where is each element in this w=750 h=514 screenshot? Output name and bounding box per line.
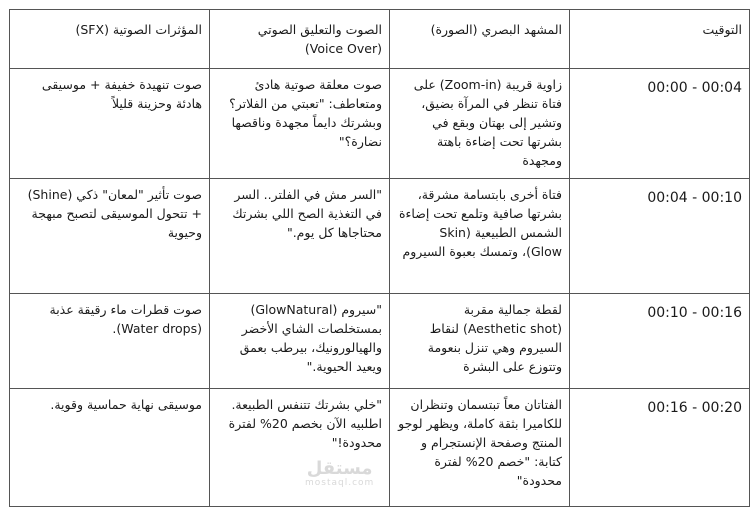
watermark-latin: mostaql.com [305,478,375,488]
storyboard-table [9,9,750,507]
header-voice: الصوت والتعليق الصوتي (Voice Over) [210,10,390,69]
header-time: التوقيت [570,10,750,69]
sfx-cell: صوت قطرات ماء رقيقة عذبة (Water drops). [10,294,210,389]
visual-cell: فتاة أخرى بابتسامة مشرقة، بشرتها صافية وتلمع تحت إضاءة الشمس الطبيعية (Skin Glow)، وتمسك بعبوة السيروم [390,179,570,294]
voice-cell: "خلي بشرتك تتنفس الطبيعة. اطلبيه الآن بخصم 20% لفترة محدودة!" [210,389,390,507]
voice-cell: "سيروم (GlowNatural) بمستخلصات الشاي الأخضر والهيالورونيك، بيرطب بعمق ويعيد الحيوية." [210,294,390,389]
sfx-cell: صوت تنهيدة خفيفة + موسيقى هادئة وحزينة قليلاً [10,69,210,179]
sfx-cell: صوت تأثير "لمعان" ذكي (Shine) + تتحول الموسيقى لتصبح مبهجة وحيوية [10,179,210,294]
visual-cell: لقطة جمالية مقربة (Aesthetic shot) لنقاط السيروم وهي تنزل بنعومة وتتوزع على البشرة [390,294,570,389]
table-row [10,389,750,507]
visual-cell: زاوية قريبة (Zoom-in) على فتاة تنظر في المرآة بضيق، وتشير إلى بهتان وبقع في بشرتها تحت إضاءة باهتة ومجهدة [390,69,570,179]
table-row [10,179,750,294]
table-row [10,69,750,179]
watermark-logo [305,458,375,490]
sfx-cell: موسيقى نهاية حماسية وقوية. [10,389,210,507]
voice-cell: صوت معلقة صوتية هادئ ومتعاطف: "تعبتي من الفلاتر؟ وبشرتك دايماً مجهدة وناقصها نضارة؟" [210,69,390,179]
time-cell: 00:04 - 00:10 [570,179,750,294]
voice-cell: "السر مش في الفلتر.. السر في التغذية الصح اللي بشرتك محتاجاها كل يوم." [210,179,390,294]
visual-cell: الفتاتان معاً تبتسمان وتنظران للكاميرا بثقة كاملة، ويظهر لوجو المنتج وصفحة الإنستجرام و كتابة: "خصم 20% لفترة محدودة" [390,389,570,507]
header-row [10,10,750,69]
time-cell: 00:10 - 00:16 [570,294,750,389]
time-cell: 00:00 - 00:04 [570,69,750,179]
table-row [10,294,750,389]
watermark-arabic: مستقل [306,458,373,479]
header-sfx: المؤثرات الصوتية (SFX) [10,10,210,69]
header-visual: المشهد البصري (الصورة) [390,10,570,69]
time-cell: 00:16 - 00:20 [570,389,750,507]
storyboard-table-container [9,9,742,499]
